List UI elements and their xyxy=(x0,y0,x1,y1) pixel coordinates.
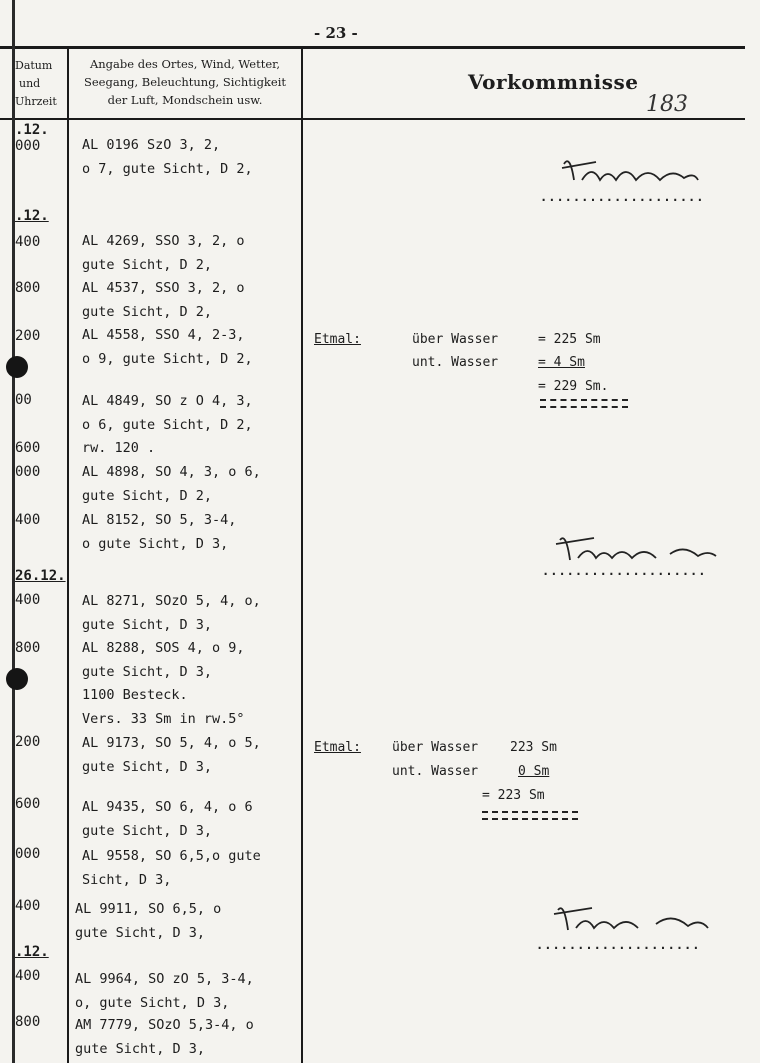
etmal-total: = 223 Sm xyxy=(482,788,545,803)
time-entry: 400 xyxy=(15,512,41,528)
etmal-label: Etmal: xyxy=(314,332,361,347)
date-marker: 26.12. xyxy=(15,568,66,584)
log-entry xyxy=(82,796,253,843)
log-line: Sicht, D 3, xyxy=(82,871,172,888)
log-entry xyxy=(82,590,261,637)
signature-dotted-line: .................... xyxy=(536,938,701,952)
header-place-line: Angabe des Ortes, Wind, Wetter, xyxy=(89,57,281,71)
log-line: Vers. 33 Sm in rw.5° xyxy=(82,710,245,727)
time-entry: 800 xyxy=(15,280,41,296)
etmal-over-water-label: über Wasser xyxy=(392,740,479,755)
log-entry xyxy=(75,898,221,945)
header-date-column xyxy=(15,57,57,111)
date-marker: .12. xyxy=(15,944,49,960)
signature-handwritten xyxy=(556,150,706,195)
etmal-over-water-value: 223 Sm xyxy=(510,740,557,755)
log-line: gute Sicht, D 2, xyxy=(82,487,213,504)
time-entry: 200 xyxy=(15,734,41,750)
log-line: 1100 Besteck. xyxy=(82,687,188,703)
header-bottom-rule xyxy=(0,118,745,120)
punch-hole-top xyxy=(6,356,28,378)
header-date-line: Datum xyxy=(15,59,53,72)
etmal-under-water-value: 0 Sm xyxy=(518,764,550,779)
log-line: gute Sicht, D 3, xyxy=(75,924,206,941)
signature-dotted-line: .................... xyxy=(540,190,705,204)
time-entry: 000 xyxy=(15,846,41,862)
log-line: o 6, gute Sicht, D 2, xyxy=(82,416,253,433)
log-entry xyxy=(82,277,245,324)
stamp-number: 183 xyxy=(646,92,688,117)
log-entry xyxy=(75,968,254,1015)
time-entry: 00 xyxy=(15,392,32,408)
log-line: AL 8152, SO 5, 3-4, xyxy=(82,512,237,528)
header-date-line: und xyxy=(19,77,41,90)
time-entry: 200 xyxy=(15,328,41,344)
log-line: o, gute Sicht, D 3, xyxy=(75,994,230,1011)
log-line: AM 7779, SOzO 5,3-4, o xyxy=(75,1017,254,1033)
log-line: AL 8271, SOzO 5, 4, o, xyxy=(82,593,261,609)
log-line: gute Sicht, D 3, xyxy=(82,758,213,775)
page-number: - 23 - xyxy=(314,24,358,42)
log-entry xyxy=(82,732,261,779)
log-line: rw. 120 . xyxy=(82,440,156,456)
time-entry: 600 xyxy=(15,440,41,456)
log-line: gute Sicht, D 3, xyxy=(75,1040,206,1057)
time-entry: 400 xyxy=(15,234,41,250)
log-line: gute Sicht, D 2, xyxy=(82,256,213,273)
log-entry xyxy=(82,390,253,461)
header-events-column: Vorkommnisse xyxy=(468,70,639,94)
log-line: AL 4537, SSO 3, 2, o xyxy=(82,280,245,296)
log-entry xyxy=(82,461,261,508)
log-entry xyxy=(82,845,261,892)
etmal-over-water-value: = 225 Sm xyxy=(538,332,601,347)
etmal-total-double-rule xyxy=(540,399,628,408)
log-entry xyxy=(75,1014,254,1061)
log-line: gute Sicht, D 2, xyxy=(82,303,213,320)
header-date-line: Uhrzeit xyxy=(15,95,57,108)
etmal-under-water-label: unt. Wasser xyxy=(392,764,479,779)
log-line: gute Sicht, D 3, xyxy=(82,616,213,633)
time-entry: 600 xyxy=(15,796,41,812)
log-line: AL 4849, SO z O 4, 3, xyxy=(82,393,253,409)
column-divider-place xyxy=(301,46,303,1063)
log-line: gute Sicht, D 3, xyxy=(82,822,213,839)
signature-dotted-line: .................... xyxy=(542,564,707,578)
log-entry xyxy=(82,509,236,556)
log-line: AL 4898, SO 4, 3, o 6, xyxy=(82,464,261,480)
log-line: AL 0196 SzO 3, 2, xyxy=(82,137,221,153)
log-line: AL 9964, SO zO 5, 3-4, xyxy=(75,971,254,987)
log-line: AL 9558, SO 6,5,o gute xyxy=(82,848,261,864)
log-line: AL 4558, SSO 4, 2-3, xyxy=(82,327,245,343)
log-line: o 9, gute Sicht, D 2, xyxy=(82,350,253,367)
column-divider-date xyxy=(67,46,69,1063)
log-line: o gute Sicht, D 3, xyxy=(82,535,229,552)
log-line: AL 4269, SSO 3, 2, o xyxy=(82,233,245,249)
log-entry xyxy=(82,324,253,371)
header-place-column xyxy=(74,55,296,109)
log-entry xyxy=(82,134,253,181)
time-entry: 400 xyxy=(15,592,41,608)
etmal-label: Etmal: xyxy=(314,740,361,755)
log-entry xyxy=(82,230,245,277)
header-place-line: der Luft, Mondschein usw. xyxy=(107,93,263,107)
signature-handwritten xyxy=(548,898,713,943)
log-line: gute Sicht, D 3, xyxy=(82,663,213,680)
log-line: AL 9173, SO 5, 4, o 5, xyxy=(82,735,261,751)
date-marker: .12. xyxy=(15,208,49,224)
etmal-under-water-value: = 4 Sm xyxy=(538,355,585,370)
log-line: AL 9911, SO 6,5, o xyxy=(75,901,222,917)
log-line: AL 9435, SO 6, 4, o 6 xyxy=(82,799,253,815)
time-entry: 400 xyxy=(15,968,41,984)
etmal-total: = 229 Sm. xyxy=(538,379,609,394)
etmal-under-water-label: unt. Wasser xyxy=(412,355,499,370)
log-entry xyxy=(82,637,245,731)
header-top-rule xyxy=(0,46,745,49)
etmal-total-double-rule xyxy=(482,811,578,820)
time-entry: 800 xyxy=(15,1014,41,1030)
time-entry: 400 xyxy=(15,898,41,914)
etmal-over-water-label: über Wasser xyxy=(412,332,499,347)
date-marker: .12. xyxy=(15,122,49,138)
time-entry: 800 xyxy=(15,640,41,656)
time-entry: 000 xyxy=(15,138,41,154)
log-line: o 7, gute Sicht, D 2, xyxy=(82,160,253,177)
punch-hole-bottom xyxy=(6,668,28,690)
log-line: AL 8288, SOS 4, o 9, xyxy=(82,640,245,656)
time-entry: 000 xyxy=(15,464,41,480)
header-place-line: Seegang, Beleuchtung, Sichtigkeit xyxy=(83,75,287,89)
